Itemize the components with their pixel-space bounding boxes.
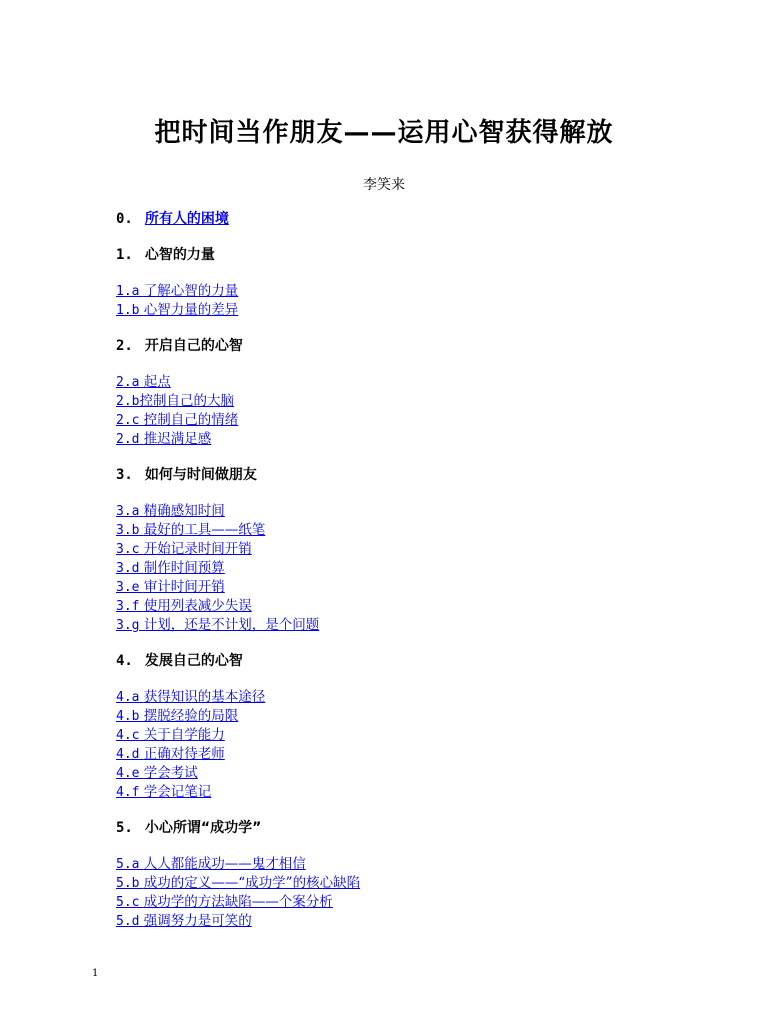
toc-link-5c[interactable]: 5.c 成功学的方法缺陷——个案分析 (116, 894, 333, 910)
section-title: 开启自己的心智 (144, 338, 243, 354)
toc-link-4e[interactable]: 4.e 学会考试 (116, 765, 198, 781)
toc-link-3f[interactable]: 3.f 使用列表减少失误 (116, 598, 252, 614)
section-2-heading (116, 337, 736, 356)
section-4-heading (116, 652, 736, 671)
toc-link-2a[interactable]: 2.a 起点 (116, 374, 171, 390)
section-number: 3. (116, 467, 133, 483)
toc-link-4d[interactable]: 4.d 正确对待老师 (116, 746, 225, 762)
toc-link-3g[interactable]: 3.g 计划，还是不计划，是个问题 (116, 617, 320, 633)
toc-link-4f[interactable]: 4.f 学会记笔记 (116, 784, 212, 800)
page-number: 1 (92, 968, 99, 979)
document-title: 把时间当作朋友——运用心智获得解放 (154, 118, 614, 148)
toc-link-1a[interactable]: 1.a 了解心智的力量 (116, 283, 239, 299)
section-title: 发展自己的心智 (144, 653, 243, 669)
toc-link-5b[interactable]: 5.b 成功的定义——“成功学”的核心缺陷 (116, 875, 361, 891)
toc-link-4c[interactable]: 4.c 关于自学能力 (116, 727, 225, 743)
toc-link-3d[interactable]: 3.d 制作时间预算 (116, 560, 225, 576)
toc-link-2d[interactable]: 2.d 推迟满足感 (116, 431, 212, 447)
toc-link-2c[interactable]: 2.c 控制自己的情绪 (116, 412, 239, 428)
author-name: 李笑来 (363, 177, 405, 193)
section-1-heading (116, 246, 736, 265)
section-title: 小心所谓“成功学” (144, 820, 262, 836)
table-of-contents (116, 210, 736, 931)
section-number: 5. (116, 820, 133, 836)
toc-link-4b[interactable]: 4.b 摆脱经验的局限 (116, 708, 239, 724)
toc-link-1b[interactable]: 1.b 心智力量的差异 (116, 302, 239, 318)
toc-link-3c[interactable]: 3.c 开始记录时间开销 (116, 541, 252, 557)
section-5-heading (116, 819, 736, 838)
section-title: 如何与时间做朋友 (144, 467, 257, 483)
section-3-heading (116, 466, 736, 485)
toc-link-3e[interactable]: 3.e 审计时间开销 (116, 579, 225, 595)
section-0-link[interactable]: 所有人的困境 (144, 211, 229, 227)
toc-link-5a[interactable]: 5.a 人人都能成功——鬼才相信 (116, 856, 306, 872)
toc-link-5d[interactable]: 5.d 强调努力是可笑的 (116, 913, 252, 929)
section-number: 1. (116, 247, 133, 263)
toc-link-3b[interactable]: 3.b 最好的工具——纸笔 (116, 522, 266, 538)
toc-link-4a[interactable]: 4.a 获得知识的基本途径 (116, 689, 266, 705)
section-0-heading (116, 210, 736, 229)
toc-link-2b[interactable]: 2.b控制自己的大脑 (116, 393, 234, 409)
toc-link-3a[interactable]: 3.a 精确感知时间 (116, 503, 225, 519)
section-number: 2. (116, 338, 133, 354)
section-title: 心智的力量 (144, 247, 215, 263)
section-number: 0. (116, 211, 133, 227)
section-number: 4. (116, 653, 133, 669)
